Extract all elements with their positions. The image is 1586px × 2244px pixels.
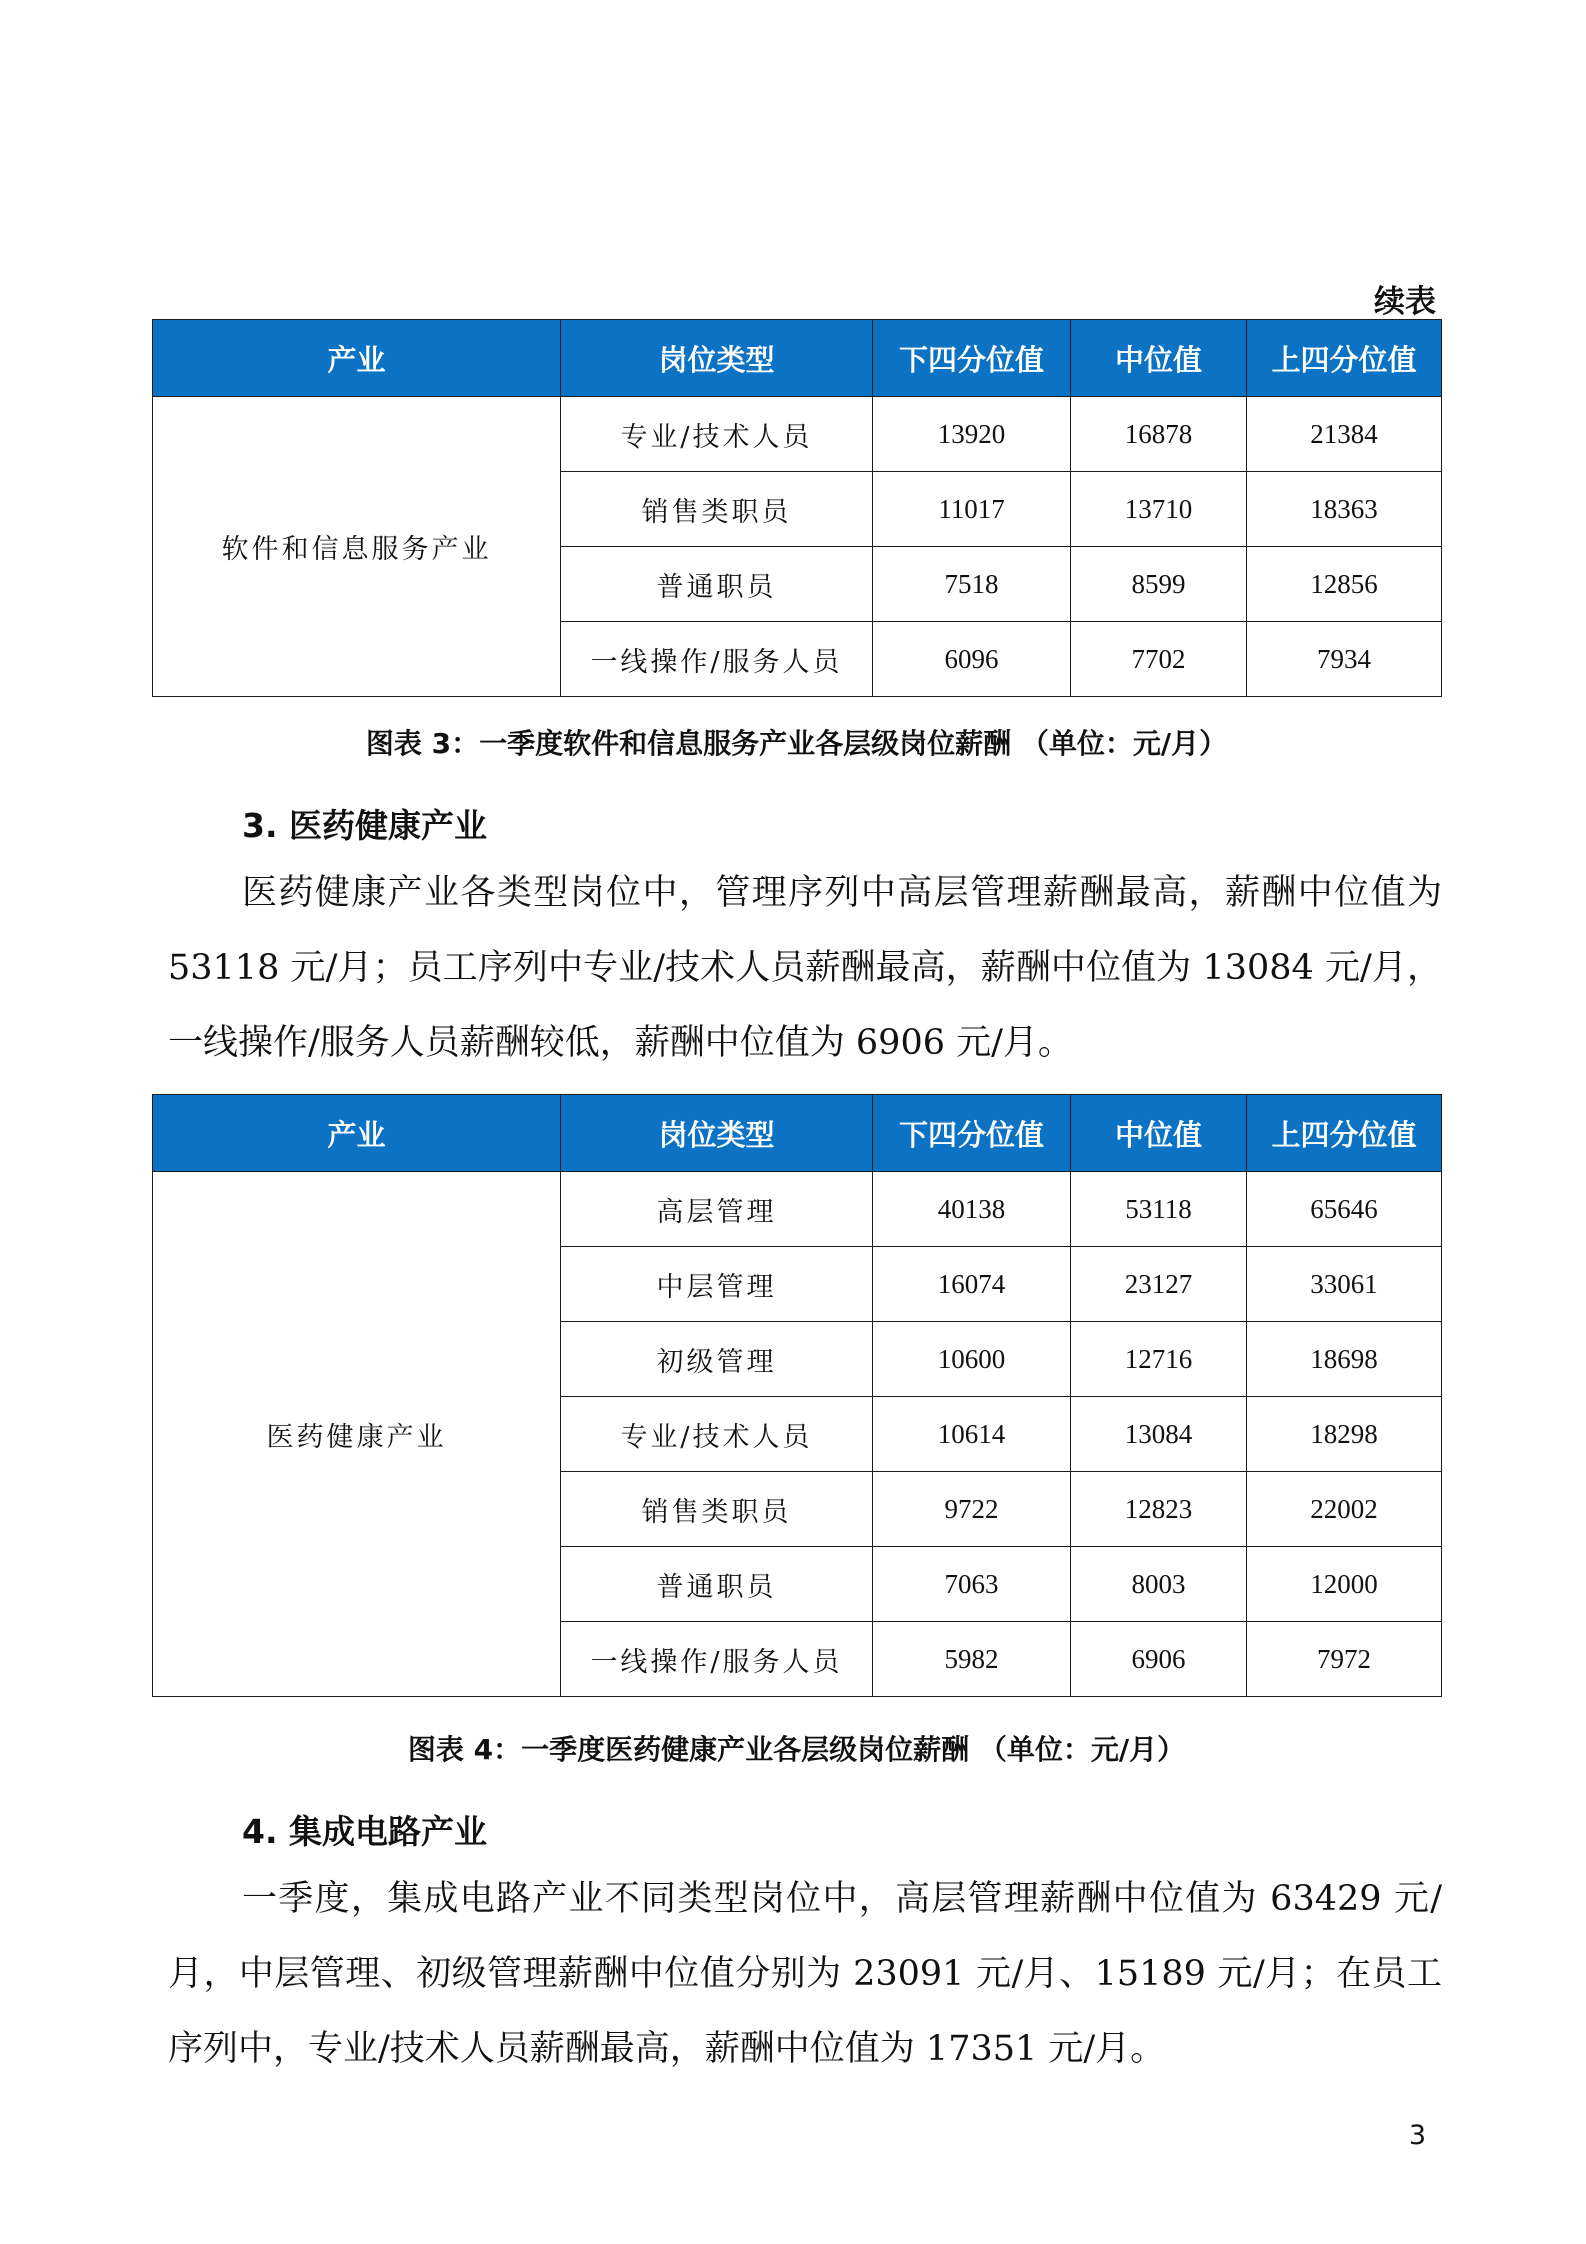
salary-table-pharma xyxy=(152,1094,1442,1697)
header-position-type: 岗位类型 xyxy=(561,320,873,397)
median-cell: 6906 xyxy=(1071,1622,1247,1697)
position-cell: 普通职员 xyxy=(561,1547,873,1622)
table-caption-4: 图表 4：一季度医药健康产业各层级岗位薪酬 （单位：元/月） xyxy=(407,1733,1186,1766)
section-heading-ic: 4. 集成电路产业 xyxy=(242,1812,487,1851)
header-lower-quartile: 下四分位值 xyxy=(873,1095,1071,1172)
upper-quartile-cell: 18363 xyxy=(1247,472,1442,547)
position-cell: 普通职员 xyxy=(561,547,873,622)
header-upper-quartile: 上四分位值 xyxy=(1247,320,1442,397)
lower-quartile-cell: 9722 xyxy=(873,1472,1071,1547)
header-position-type: 岗位类型 xyxy=(561,1095,873,1172)
lower-quartile-cell: 16074 xyxy=(873,1247,1071,1322)
lower-quartile-cell: 13920 xyxy=(873,397,1071,472)
median-cell: 16878 xyxy=(1071,397,1247,472)
upper-quartile-cell: 65646 xyxy=(1247,1172,1442,1247)
upper-quartile-cell: 18298 xyxy=(1247,1397,1442,1472)
position-cell: 一线操作/服务人员 xyxy=(561,622,873,697)
position-cell: 高层管理 xyxy=(561,1172,873,1247)
upper-quartile-cell: 33061 xyxy=(1247,1247,1442,1322)
upper-quartile-cell: 7934 xyxy=(1247,622,1442,697)
section-paragraph-pharma: 医药健康产业各类型岗位中，管理序列中高层管理薪酬最高，薪酬中位值为 53118 元/月；员工序列中专业/技术人员薪酬最高，薪酬中位值为 13084 元/月，一线操作/服务人员薪酬较低，薪酬中位值为 6906 元/月。 xyxy=(168,873,1442,1063)
median-cell: 7702 xyxy=(1071,622,1247,697)
position-cell: 专业/技术人员 xyxy=(561,1397,873,1472)
lower-quartile-cell: 11017 xyxy=(873,472,1071,547)
industry-cell: 软件和信息服务产业 xyxy=(153,397,561,697)
position-cell: 一线操作/服务人员 xyxy=(561,1622,873,1697)
continued-label: 续表 xyxy=(1374,284,1436,320)
position-cell: 初级管理 xyxy=(561,1322,873,1397)
table-caption-3: 图表 3：一季度软件和信息服务产业各层级岗位薪酬 （单位：元/月） xyxy=(365,727,1228,760)
lower-quartile-cell: 7063 xyxy=(873,1547,1071,1622)
section-paragraph-ic: 一季度，集成电路产业不同类型岗位中，高层管理薪酬中位值为 63429 元/月，中层管理、初级管理薪酬中位值分别为 23091 元/月、15189 元/月；在员工序列中，专业/技术人员薪酬最高，薪酬中位值为 17351 元/月。 xyxy=(168,1879,1442,2069)
section-heading-pharma: 3. 医药健康产业 xyxy=(242,806,487,845)
median-cell: 53118 xyxy=(1071,1172,1247,1247)
median-cell: 13710 xyxy=(1071,472,1247,547)
page-number: 3 xyxy=(1408,2120,1426,2151)
lower-quartile-cell: 7518 xyxy=(873,547,1071,622)
lower-quartile-cell: 6096 xyxy=(873,622,1071,697)
upper-quartile-cell: 12000 xyxy=(1247,1547,1442,1622)
upper-quartile-cell: 12856 xyxy=(1247,547,1442,622)
median-cell: 12823 xyxy=(1071,1472,1247,1547)
salary-table-software xyxy=(152,319,1442,697)
lower-quartile-cell: 40138 xyxy=(873,1172,1071,1247)
lower-quartile-cell: 10614 xyxy=(873,1397,1071,1472)
lower-quartile-cell: 10600 xyxy=(873,1322,1071,1397)
position-cell: 销售类职员 xyxy=(561,1472,873,1547)
upper-quartile-cell: 22002 xyxy=(1247,1472,1442,1547)
position-cell: 销售类职员 xyxy=(561,472,873,547)
median-cell: 13084 xyxy=(1071,1397,1247,1472)
header-industry: 产业 xyxy=(153,320,561,397)
table-header-row xyxy=(153,320,1442,397)
median-cell: 8003 xyxy=(1071,1547,1247,1622)
header-upper-quartile: 上四分位值 xyxy=(1247,1095,1442,1172)
position-cell: 中层管理 xyxy=(561,1247,873,1322)
upper-quartile-cell: 7972 xyxy=(1247,1622,1442,1697)
upper-quartile-cell: 21384 xyxy=(1247,397,1442,472)
header-lower-quartile: 下四分位值 xyxy=(873,320,1071,397)
median-cell: 8599 xyxy=(1071,547,1247,622)
header-median: 中位值 xyxy=(1071,320,1247,397)
header-median: 中位值 xyxy=(1071,1095,1247,1172)
table-row xyxy=(153,1172,1442,1247)
median-cell: 12716 xyxy=(1071,1322,1247,1397)
header-industry: 产业 xyxy=(153,1095,561,1172)
table-row xyxy=(153,397,1442,472)
table-header-row xyxy=(153,1095,1442,1172)
industry-cell: 医药健康产业 xyxy=(153,1172,561,1697)
position-cell: 专业/技术人员 xyxy=(561,397,873,472)
median-cell: 23127 xyxy=(1071,1247,1247,1322)
upper-quartile-cell: 18698 xyxy=(1247,1322,1442,1397)
lower-quartile-cell: 5982 xyxy=(873,1622,1071,1697)
